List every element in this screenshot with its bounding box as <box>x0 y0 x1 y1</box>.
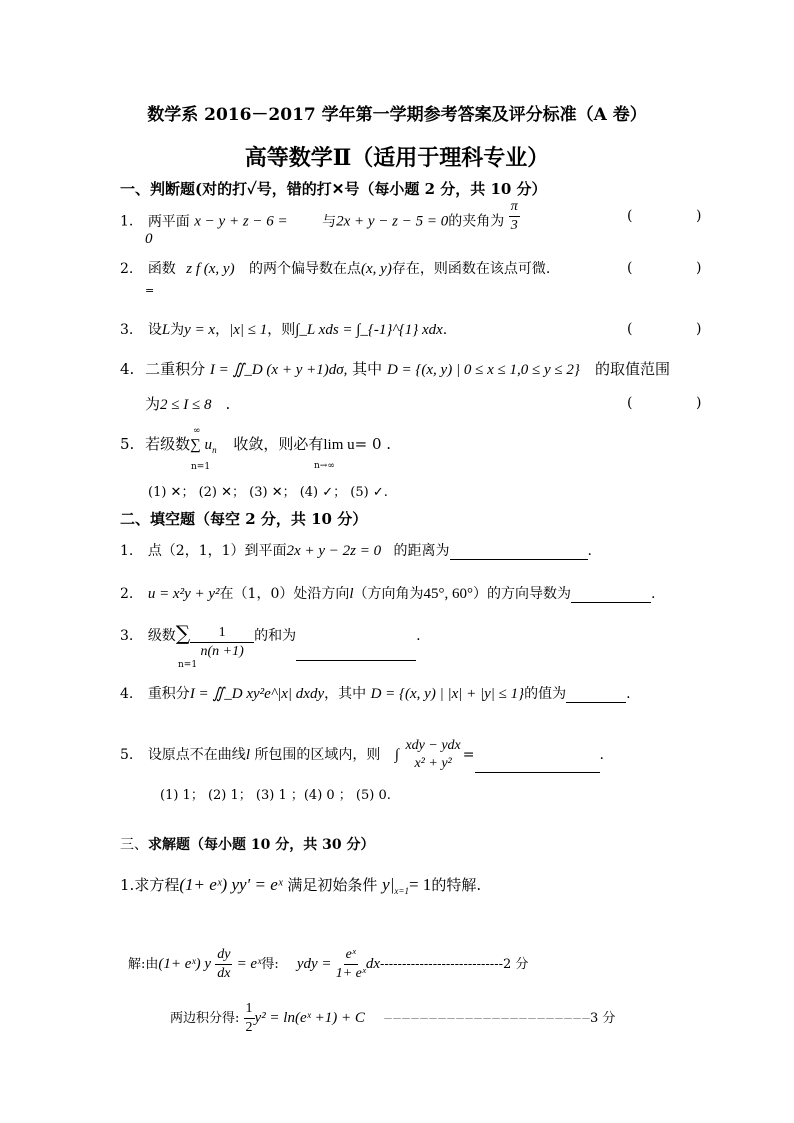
text: ，则 <box>267 322 296 338</box>
q-num: 2. <box>120 261 134 277</box>
text: 二重积分 <box>145 360 206 378</box>
text: 函数 <box>147 261 176 277</box>
text: 两边积分得: <box>170 1011 240 1026</box>
math: (1+ eˣ) yy′ = eˣ <box>179 875 283 894</box>
math: z f (x, y) <box>186 261 235 277</box>
answer-paren-close: ) <box>696 395 702 411</box>
text: 求方程 <box>134 876 180 894</box>
math: n <box>212 445 217 455</box>
s2-q2 <box>120 585 655 603</box>
q-num: 3. <box>120 322 134 338</box>
text: ， <box>215 322 230 338</box>
answer-blank <box>475 758 600 773</box>
s1-q4-line2 <box>145 395 230 414</box>
math: D = {(x, y) | |x| + |y| ≤ 1} <box>370 686 525 702</box>
math: (1+ eˣ) y <box>158 956 212 972</box>
text: 的距离为 <box>393 543 450 559</box>
fraction-numerator: dy <box>215 946 232 965</box>
s1-q1 <box>120 199 520 235</box>
s1-q5 <box>120 435 391 459</box>
text: （方向角为 <box>353 586 424 602</box>
q-num: 3. <box>120 628 134 644</box>
s2-q3 <box>120 621 421 661</box>
text: 的值为 <box>524 686 567 702</box>
math: ydy = <box>296 956 332 972</box>
text: 三、 <box>120 837 148 853</box>
text: 存在，则函数在该点可微. <box>391 261 551 277</box>
answer-paren-open: ( <box>627 395 633 411</box>
text: . <box>587 543 592 559</box>
fraction-denominator: 2 <box>245 1020 253 1035</box>
s3-q1 <box>120 876 481 900</box>
fraction-numerator: π <box>509 198 520 217</box>
q-num: 5. <box>120 747 134 763</box>
fraction-numerator: 1 <box>244 1000 255 1019</box>
s1-q3 <box>120 321 447 339</box>
text: 的特解. <box>431 876 482 894</box>
math: x − y + z − 6 = <box>194 213 288 230</box>
text: 设 <box>147 322 162 338</box>
text: . <box>599 747 604 763</box>
sum-top: ∞ <box>193 426 201 436</box>
s1-q2-eq: = <box>145 284 155 297</box>
math: 2 ≤ I ≤ 8 <box>160 397 212 413</box>
math: D = {(x, y) | 0 ≤ x ≤ 1,0 ≤ y ≤ 2} <box>386 362 580 378</box>
dash-leader: ---------------------------- <box>379 957 503 972</box>
text: . <box>651 586 656 602</box>
s2-q5 <box>120 737 604 773</box>
solution-step-1 <box>128 946 528 983</box>
answer-paren-open: ( <box>627 208 633 224</box>
text: 为 <box>145 395 161 413</box>
text: 得: <box>261 957 279 972</box>
fraction-numerator: eˣ <box>344 946 358 965</box>
q-num: 4. <box>120 360 135 378</box>
text: 的夹角为 <box>448 213 505 230</box>
math: l <box>349 586 354 602</box>
fraction-denominator: 3 <box>510 218 518 233</box>
text: . <box>225 395 231 413</box>
points: 2 分 <box>502 957 529 972</box>
answer-paren-close: ) <box>696 321 702 337</box>
text: 的两个偏导数在点 <box>249 261 362 277</box>
q-num: 5. <box>120 435 135 453</box>
math: y² = ln(eˣ +1) + C <box>254 1010 365 1026</box>
text: 两平面 <box>147 213 190 230</box>
text: 其中 <box>352 360 383 378</box>
math: x=1 <box>394 886 409 896</box>
math: u = x²y + y² <box>147 586 220 602</box>
s2-q1 <box>120 542 592 560</box>
solution-step-2 <box>170 1000 615 1037</box>
s1-q4 <box>120 360 580 379</box>
math: 45°, 60° <box>423 586 474 602</box>
math: L <box>161 322 171 338</box>
text: 的和为 <box>254 628 297 644</box>
integral-symbol: ∫ <box>394 747 399 763</box>
dash-leader: －－－－－－－－－－－－－－－－－－－－－－－ <box>383 1014 590 1025</box>
math: y = x <box>184 322 216 338</box>
fraction-denominator: x² + y² <box>414 756 452 771</box>
sum-bottom: n=1 <box>178 660 198 670</box>
s1-q2 <box>120 260 550 278</box>
text: 求解题（每小题 10 分，共 30 分） <box>148 837 375 853</box>
section3-header <box>120 836 374 854</box>
text: = 0 . <box>354 435 392 453</box>
text: . <box>416 628 421 644</box>
text: 点（2，1，1）到平面 <box>147 543 287 559</box>
math: I = ∬_D (x + y +1)dσ, <box>209 362 348 378</box>
fraction-denominator: dx <box>217 966 231 981</box>
fraction-numerator: xdy − ydx <box>405 738 461 753</box>
lim-sub: n→∞ <box>314 461 335 471</box>
sum-bottom: n=1 <box>191 462 211 472</box>
answer-paren-close: ) <box>696 208 702 224</box>
math: ∫_L xds = ∫_{-1}^{1} xdx <box>295 322 443 338</box>
fraction-denominator: n(n +1) <box>200 644 244 659</box>
math: = eˣ <box>236 956 262 972</box>
math: (x, y) <box>361 261 392 277</box>
s1-q1-zero: 0 <box>145 231 153 247</box>
text: ）的方向导数为 <box>473 586 572 602</box>
text: 在（1，0）处沿方向 <box>219 586 350 602</box>
s2-q4 <box>120 685 631 703</box>
text: = <box>462 747 475 763</box>
answer-blank <box>450 545 588 560</box>
q-num: 4. <box>120 686 134 702</box>
text: 所包围的区域内，则 <box>254 747 381 763</box>
fraction-numerator: 1 <box>190 624 254 643</box>
q-num: 1. <box>120 213 134 230</box>
fraction-denominator: 1+ eˣ <box>335 966 366 981</box>
math: y| <box>382 875 395 894</box>
math: l <box>245 747 250 763</box>
text: 满足初始条件 <box>287 876 378 894</box>
text: . <box>626 686 631 702</box>
answer-blank <box>566 688 626 703</box>
q-num: 1. <box>120 876 135 894</box>
answer-paren-open: ( <box>627 321 633 337</box>
text: 解:由 <box>128 957 159 972</box>
text: 重积分 <box>147 686 190 702</box>
text: 设原点不在曲线 <box>147 747 246 763</box>
text: ，其中 <box>324 686 367 702</box>
math: dx <box>365 956 380 972</box>
math: 2x + y − 2z = 0 <box>286 543 382 559</box>
math: = 1 <box>408 875 432 894</box>
math: lim u <box>323 437 355 453</box>
math: I = ∬_D xy²e^|x| dxdy <box>189 686 325 702</box>
document-subtitle: 高等数学Ⅱ（适用于理科专业） <box>244 145 550 171</box>
points: 3 分 <box>590 1011 616 1026</box>
q-num: 2. <box>120 586 134 602</box>
text: 收敛，则必有 <box>233 435 324 453</box>
answer-blank <box>296 646 416 661</box>
math: ∑ u <box>190 437 213 453</box>
q-num: 1. <box>120 543 134 559</box>
answer-paren-open: ( <box>627 260 633 276</box>
text: 若级数 <box>145 435 191 453</box>
text: 级数 <box>147 628 176 644</box>
math: |x| ≤ 1 <box>229 322 268 338</box>
sum-symbol: ∑ <box>175 621 191 645</box>
answer-paren-close: ) <box>696 260 702 276</box>
text: 与 <box>322 213 337 230</box>
document-title: 数学系 2016－2017 学年第一学期参考答案及评分标准（A 卷） <box>147 105 647 125</box>
section2-header: 二、填空题（每空 2 分，共 10 分） <box>120 510 368 528</box>
section1-header: 一、判断题(对的打✓号，错的打✕号（每小题 2 分，共 10 分） <box>120 180 547 198</box>
answer-blank <box>571 588 651 603</box>
math: 2x + y − z − 5 = 0 <box>336 213 449 230</box>
s1-answers: (1) ✕； (2) ✕； (3) ✕； (4) ✓； (5) ✓. <box>148 485 388 500</box>
text: 为 <box>170 322 185 338</box>
text: . <box>442 322 448 338</box>
s2-answers: (1) 1； (2) 1； (3) 1 ；(4) 0 ； (5) 0. <box>160 788 391 803</box>
s1-q4-tail: 的取值范围 <box>595 360 671 378</box>
